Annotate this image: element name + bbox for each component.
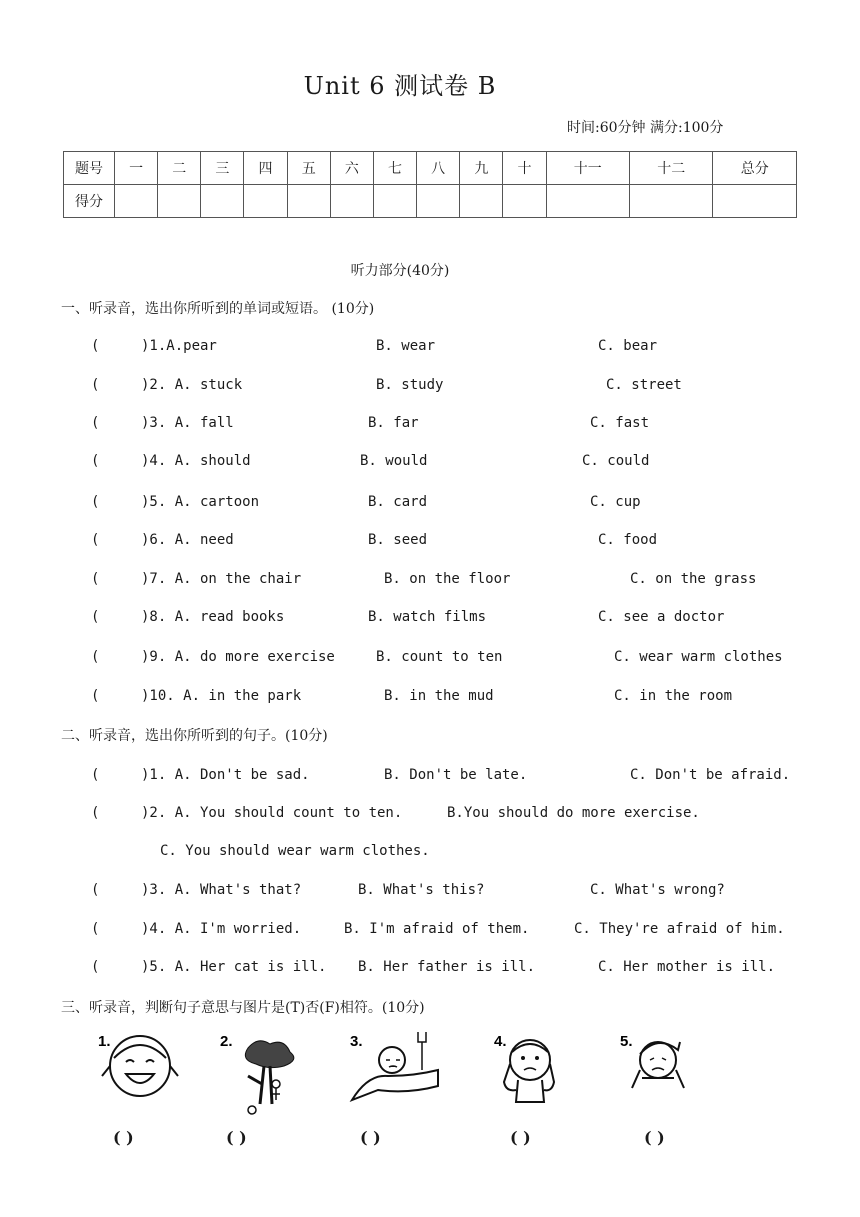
answer-blank[interactable]: ( — [91, 494, 100, 510]
score-table-score-row — [64, 185, 797, 218]
laughing-girl-icon — [96, 1030, 196, 1110]
option-b: B. on the floor — [384, 571, 511, 587]
section-1-title: 一、听录音，选出你所听到的单词或短语。 (10分) — [61, 301, 375, 317]
option-c: C. food — [598, 532, 658, 548]
question-a: )1. A. Don't be sad. — [141, 767, 310, 783]
score-cell: 九 — [460, 152, 503, 185]
tree-with-child-icon — [218, 1030, 318, 1115]
option-c: C. cup — [590, 494, 641, 510]
option-c: C. fast — [590, 415, 650, 431]
question-a: )2. A. You should count to ten. — [141, 805, 403, 821]
question-a: )7. A. on the chair — [141, 571, 302, 587]
answer-blank[interactable]: ( — [91, 805, 100, 821]
option-c: C. street — [606, 377, 682, 393]
question-row — [91, 688, 301, 704]
option-c: C. could — [582, 453, 650, 469]
question-a: )3. A. fall — [141, 415, 234, 431]
score-input-cell[interactable] — [630, 185, 713, 218]
question-a: )6. A. need — [141, 532, 234, 548]
option-b: B. seed — [368, 532, 428, 548]
picture-answer-blank[interactable]: ( ) — [226, 1128, 247, 1147]
score-input-cell[interactable] — [330, 185, 373, 218]
answer-blank[interactable]: ( — [91, 532, 100, 548]
picture-2 — [218, 1030, 318, 1115]
question-a: )10. A. in the park — [141, 688, 302, 704]
answer-blank[interactable]: ( — [91, 767, 100, 783]
score-cell: 一 — [115, 152, 158, 185]
option-b: B.You should do more exercise. — [447, 805, 700, 821]
score-input-cell[interactable] — [460, 185, 503, 218]
option-c: C. wear warm clothes — [614, 649, 783, 665]
section-3-title: 三、听录音，判断句子意思与图片是(T)否(F)相符。(10分) — [61, 1000, 425, 1016]
score-input-cell[interactable] — [417, 185, 460, 218]
picture-3 — [348, 1030, 448, 1115]
question-a: )5. A. cartoon — [141, 494, 260, 510]
option-b: B. Don't be late. — [384, 767, 528, 783]
option-c: C. Don't be afraid. — [630, 767, 791, 783]
option-b: B. far — [368, 415, 419, 431]
exam-meta: 时间:60分钟 满分:100分 — [567, 120, 724, 136]
score-table — [63, 151, 797, 218]
question-row — [91, 571, 301, 587]
score-cell: 七 — [373, 152, 416, 185]
score-input-cell[interactable] — [115, 185, 158, 218]
question-a: )3. A. What's that? — [141, 882, 302, 898]
option-c: C. bear — [598, 338, 658, 354]
question-a: )1.A.pear — [141, 338, 217, 354]
score-input-cell[interactable] — [287, 185, 330, 218]
answer-blank[interactable]: ( — [91, 338, 100, 354]
score-cell: 五 — [287, 152, 330, 185]
question-a: )4. A. should — [141, 453, 251, 469]
score-input-cell[interactable] — [503, 185, 546, 218]
worried-girl-icon — [492, 1030, 592, 1115]
answer-blank[interactable]: ( — [91, 882, 100, 898]
question-row — [91, 921, 301, 937]
score-cell: 十一 — [546, 152, 629, 185]
answer-blank[interactable]: ( — [91, 453, 100, 469]
option-b: B. Her father is ill. — [358, 959, 536, 975]
question-row — [91, 609, 284, 625]
sick-child-in-bed-icon — [348, 1030, 448, 1115]
question-a: )2. A. stuck — [141, 377, 243, 393]
option-b: B. watch films — [368, 609, 487, 625]
option-c: C. You should wear warm clothes. — [160, 843, 430, 859]
option-b: B. wear — [376, 338, 436, 354]
answer-blank[interactable]: ( — [91, 959, 100, 975]
score-cell: 十二 — [630, 152, 713, 185]
question-row — [91, 377, 242, 393]
picture-answer-blank[interactable]: ( ) — [510, 1128, 531, 1147]
option-b: B. I'm afraid of them. — [344, 921, 530, 937]
score-cell: 四 — [244, 152, 287, 185]
answer-blank[interactable]: ( — [91, 571, 100, 587]
option-c: C. Her mother is ill. — [598, 959, 776, 975]
score-input-cell[interactable] — [201, 185, 244, 218]
question-row — [91, 959, 326, 975]
question-row — [91, 415, 234, 431]
picture-1 — [96, 1030, 196, 1110]
question-a: )8. A. read books — [141, 609, 285, 625]
question-row — [91, 532, 234, 548]
picture-answer-blank[interactable]: ( ) — [644, 1128, 665, 1147]
score-cell: 三 — [201, 152, 244, 185]
listening-title: 听力部分(40分) — [350, 263, 450, 279]
picture-4 — [492, 1030, 592, 1115]
option-c: C. They're afraid of him. — [574, 921, 785, 937]
picture-answer-blank[interactable]: ( ) — [113, 1128, 134, 1147]
option-b: B. count to ten — [376, 649, 503, 665]
score-input-cell[interactable] — [373, 185, 416, 218]
picture-answer-blank[interactable]: ( ) — [360, 1128, 381, 1147]
page-title: Unit 6 测试卷 B — [303, 72, 497, 100]
question-row — [91, 338, 217, 354]
picture-number: 1. — [98, 1033, 111, 1050]
score-cell: 八 — [417, 152, 460, 185]
option-b: B. study — [376, 377, 444, 393]
option-c: C. on the grass — [630, 571, 757, 587]
score-row-label: 得分 — [64, 185, 115, 218]
answer-blank[interactable]: ( — [91, 609, 100, 625]
score-cell: 总分 — [713, 152, 797, 185]
picture-number: 5. — [620, 1033, 633, 1050]
picture-number: 3. — [350, 1033, 363, 1050]
score-table-header-row — [64, 152, 797, 185]
question-row — [91, 453, 251, 469]
option-b: B. would — [360, 453, 428, 469]
question-a: )5. A. Her cat is ill. — [141, 959, 327, 975]
option-b: B. card — [368, 494, 428, 510]
score-input-cell[interactable] — [546, 185, 629, 218]
score-input-cell[interactable] — [713, 185, 797, 218]
question-row — [91, 649, 335, 665]
answer-blank[interactable]: ( — [91, 921, 100, 937]
sad-child-icon — [618, 1030, 718, 1115]
option-c: C. in the room — [614, 688, 733, 704]
picture-number: 2. — [220, 1033, 233, 1050]
answer-blank[interactable]: ( — [91, 649, 100, 665]
option-b: B. in the mud — [384, 688, 494, 704]
answer-blank[interactable]: ( — [91, 377, 100, 393]
score-input-cell[interactable] — [158, 185, 201, 218]
question-row — [91, 494, 259, 510]
score-cell: 六 — [330, 152, 373, 185]
score-cell: 二 — [158, 152, 201, 185]
section-2-title: 二、听录音，选出你所听到的句子。(10分) — [61, 728, 328, 744]
question-row — [91, 805, 402, 821]
option-c: C. see a doctor — [598, 609, 725, 625]
score-input-cell[interactable] — [244, 185, 287, 218]
picture-number: 4. — [494, 1033, 507, 1050]
option-b: B. What's this? — [358, 882, 485, 898]
picture-5 — [618, 1030, 718, 1115]
question-row — [91, 882, 301, 898]
question-row — [91, 767, 310, 783]
score-cell: 题号 — [64, 152, 115, 185]
answer-blank[interactable]: ( — [91, 415, 100, 431]
option-c: C. What's wrong? — [590, 882, 725, 898]
question-a: )4. A. I'm worried. — [141, 921, 302, 937]
answer-blank[interactable]: ( — [91, 688, 100, 704]
question-a: )9. A. do more exercise — [141, 649, 335, 665]
score-cell: 十 — [503, 152, 546, 185]
